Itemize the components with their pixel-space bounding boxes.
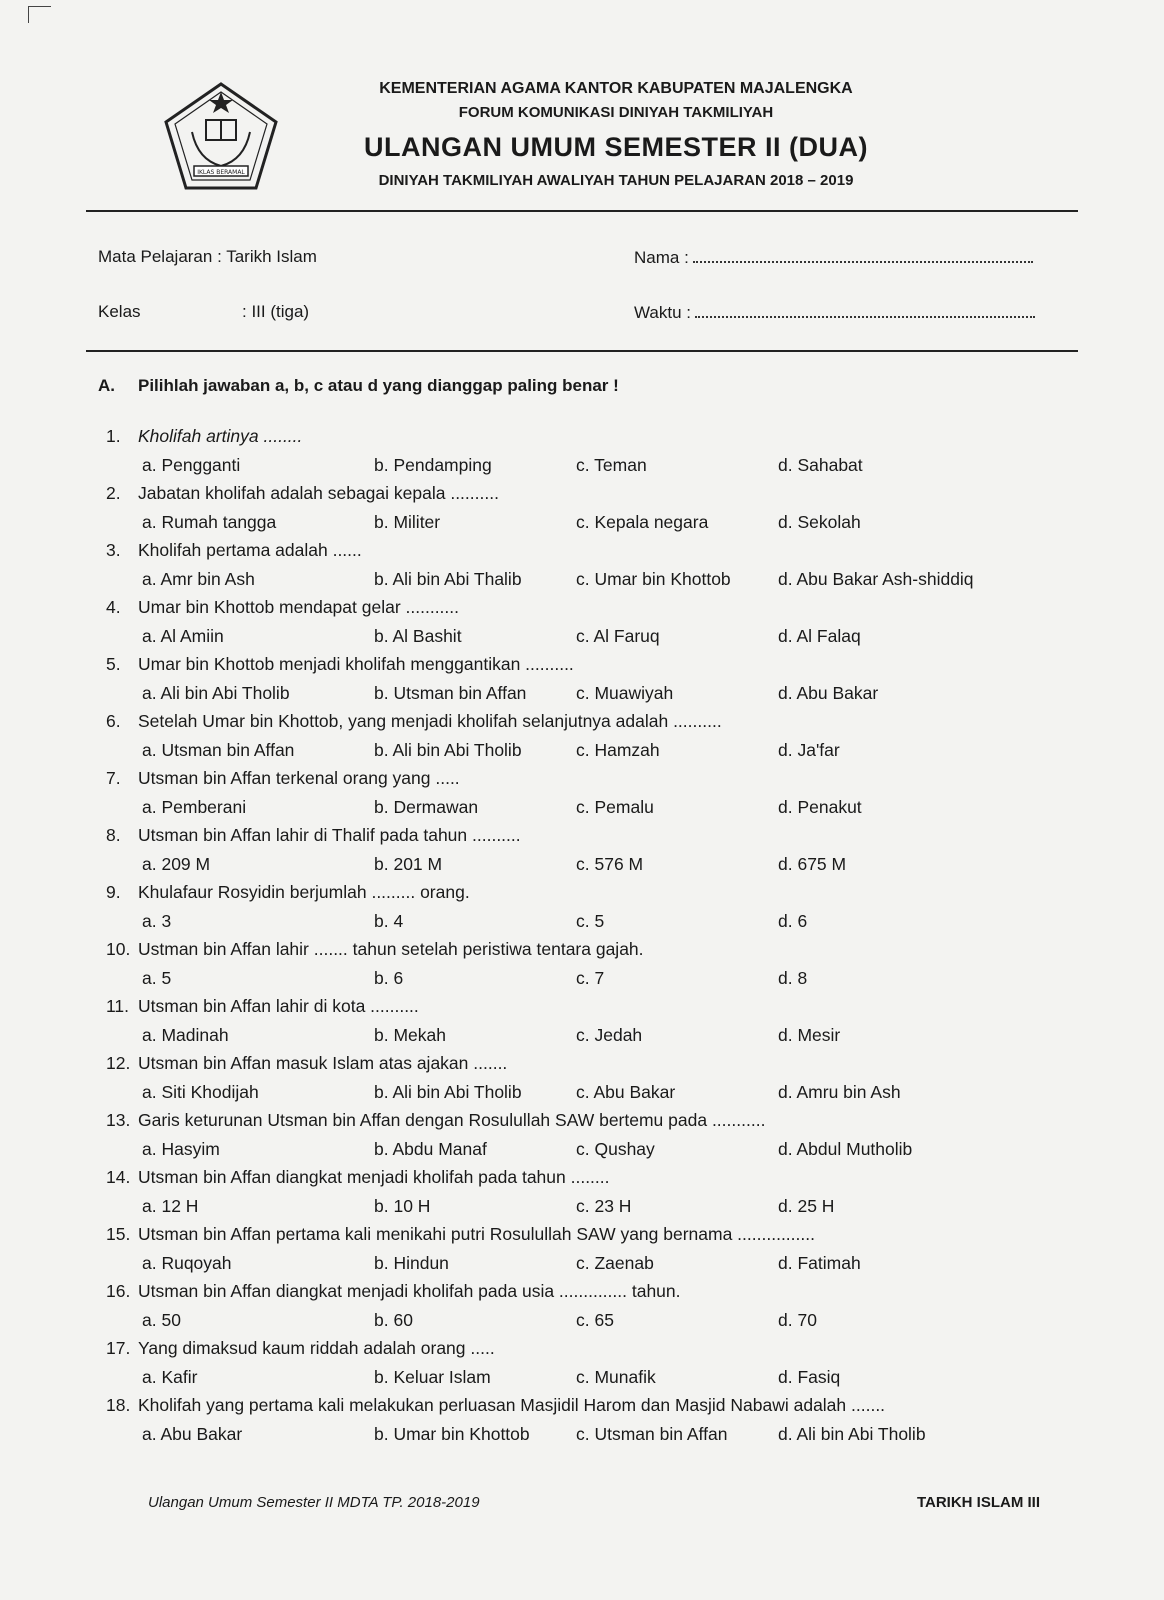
answer-option-c[interactable]: c. Munafik — [576, 1367, 656, 1387]
answer-option-b[interactable]: b. 6 — [374, 968, 404, 988]
answer-option-b[interactable]: b. Umar bin Khottob — [374, 1424, 530, 1444]
exam-title: ULANGAN UMUM SEMESTER II (DUA) — [364, 132, 868, 162]
answer-option-d[interactable]: d. 675 M — [778, 854, 847, 874]
question-text — [106, 1167, 610, 1188]
answer-option-c[interactable]: c. Utsman bin Affan — [576, 1424, 728, 1444]
answer-option-a[interactable]: a. 5 — [142, 968, 172, 988]
answer-option-d[interactable]: d. Al Falaq — [778, 626, 861, 646]
question-text — [106, 939, 644, 960]
answer-option-d[interactable]: d. Fatimah — [778, 1253, 861, 1273]
corner-mark — [28, 6, 51, 23]
question-text — [106, 1053, 507, 1074]
question-text — [106, 426, 302, 447]
answer-option-c[interactable]: c. 65 — [576, 1310, 614, 1330]
question-item — [106, 1167, 1066, 1224]
answer-option-c[interactable]: c. 5 — [576, 911, 605, 931]
question-text — [106, 1281, 681, 1302]
question-item — [106, 768, 1066, 825]
subject-label: Mata Pelajaran : Tarikh Islam — [98, 247, 317, 266]
header-divider — [86, 210, 1078, 212]
question-item — [106, 1338, 1066, 1395]
question-prompt: Khulafaur Rosyidin berjumlah ......... orang. — [138, 882, 470, 902]
answer-option-c[interactable]: c. Teman — [576, 455, 647, 475]
answer-option-d[interactable]: d. 8 — [778, 968, 808, 988]
question-item — [106, 1281, 1066, 1338]
answer-option-c[interactable]: c. Muawiyah — [576, 683, 674, 703]
answer-option-b[interactable]: b. 4 — [374, 911, 404, 931]
answer-option-b[interactable]: b. Ali bin Abi Tholib — [374, 1082, 522, 1102]
answer-option-d[interactable]: d. Penakut — [778, 797, 862, 817]
answer-option-b[interactable]: b. Pendamping — [374, 455, 492, 475]
question-prompt: Setelah Umar bin Khottob, yang menjadi kholifah selanjutnya adalah .......... — [138, 711, 722, 731]
question-item — [106, 597, 1066, 654]
answer-option-b[interactable]: b. Mekah — [374, 1025, 446, 1045]
question-prompt: Yang dimaksud kaum riddah adalah orang ..... — [138, 1338, 495, 1358]
question-item — [106, 1224, 1066, 1281]
answer-option-a[interactable]: a. Utsman bin Affan — [142, 740, 295, 760]
question-number: 1. — [106, 426, 121, 446]
question-text — [106, 996, 419, 1017]
question-item — [106, 1395, 1066, 1452]
question-prompt: Umar bin Khottob menjadi kholifah menggantikan .......... — [138, 654, 574, 674]
question-item — [106, 882, 1066, 939]
answer-option-a[interactable]: a. 50 — [142, 1310, 181, 1330]
question-number: 7. — [106, 768, 121, 788]
question-item — [106, 939, 1066, 996]
question-prompt: Utsman bin Affan terkenal orang yang ..... — [138, 768, 460, 788]
answer-option-d[interactable]: d. Fasiq — [778, 1367, 841, 1387]
question-prompt: Garis keturunan Utsman bin Affan dengan Rosulullah SAW bertemu pada ........... — [138, 1110, 766, 1130]
answer-option-a[interactable]: a. Ali bin Abi Tholib — [142, 683, 290, 703]
question-text — [106, 597, 459, 618]
question-number: 12. — [106, 1053, 131, 1073]
answer-option-a[interactable]: a. Pengganti — [142, 455, 241, 475]
forum-heading: FORUM KOMUNIKASI DINIYAH TAKMILIYAH — [458, 104, 774, 121]
question-number: 2. — [106, 483, 121, 503]
question-number: 13. — [106, 1110, 131, 1130]
answer-option-d[interactable]: d. 25 H — [778, 1196, 835, 1216]
question-text — [106, 768, 460, 789]
answer-option-a[interactable]: a. Madinah — [142, 1025, 229, 1045]
answer-option-d[interactable]: d. Ali bin Abi Tholib — [778, 1424, 926, 1444]
question-number: 8. — [106, 825, 121, 845]
question-item — [106, 426, 1066, 483]
footer-left: Ulangan Umum Semester II MDTA TP. 2018-2019 — [148, 1494, 480, 1511]
question-text — [106, 483, 499, 504]
answer-option-b[interactable]: b. Abdu Manaf — [374, 1139, 487, 1159]
answer-option-a[interactable]: a. Ruqoyah — [142, 1253, 232, 1273]
question-number: 11. — [106, 996, 130, 1016]
question-item — [106, 996, 1066, 1053]
answer-option-b[interactable]: b. Hindun — [374, 1253, 449, 1273]
time-label: Waktu : — [634, 303, 691, 322]
question-text — [106, 711, 722, 732]
question-item — [106, 825, 1066, 882]
answer-option-b[interactable]: b. Dermawan — [374, 797, 479, 817]
answer-option-d[interactable]: d. 70 — [778, 1310, 817, 1330]
answer-option-d[interactable]: d. Sekolah — [778, 512, 861, 532]
answer-option-a[interactable]: a. Al Amiin — [142, 626, 224, 646]
question-number: 6. — [106, 711, 121, 731]
answer-option-a[interactable]: a. Kafir — [142, 1367, 198, 1387]
name-field-row — [634, 247, 1033, 268]
answer-option-a[interactable]: a. Rumah tangga — [142, 512, 277, 532]
question-prompt: Utsman bin Affan pertama kali menikahi putri Rosulullah SAW yang bernama ................ — [138, 1224, 815, 1244]
question-item — [106, 483, 1066, 540]
answer-option-b[interactable]: b. 201 M — [374, 854, 443, 874]
answer-option-c[interactable]: c. Abu Bakar — [576, 1082, 676, 1102]
question-prompt: Utsman bin Affan diangkat menjadi kholifah pada tahun ........ — [138, 1167, 610, 1187]
answer-option-c[interactable]: c. Hamzah — [576, 740, 660, 760]
answer-option-d[interactable]: d. Abdul Mutholib — [778, 1139, 913, 1159]
answer-option-c[interactable]: c. Umar bin Khottob — [576, 569, 731, 589]
answer-option-c[interactable]: c. Pemalu — [576, 797, 654, 817]
answer-option-a[interactable]: a. Amr bin Ash — [142, 569, 255, 589]
answer-option-b[interactable]: b. Al Bashit — [374, 626, 462, 646]
question-item — [106, 1053, 1066, 1110]
answer-option-d[interactable]: d. 6 — [778, 911, 808, 931]
question-text — [106, 1395, 885, 1416]
question-list — [106, 426, 1066, 1452]
question-prompt: Kholifah artinya ........ — [138, 426, 303, 446]
question-number: 14. — [106, 1167, 131, 1187]
question-text — [106, 654, 574, 675]
answer-option-b[interactable]: b. 10 H — [374, 1196, 431, 1216]
footer-right: TARIKH ISLAM III — [916, 1494, 1040, 1511]
question-number: 15. — [106, 1224, 131, 1244]
question-number: 17. — [106, 1338, 131, 1358]
answer-option-a[interactable]: a. 209 M — [142, 854, 211, 874]
answer-option-c[interactable]: c. Jedah — [576, 1025, 643, 1045]
answer-option-d[interactable]: d. Abu Bakar Ash-shiddiq — [778, 569, 974, 589]
answer-option-b[interactable]: b. Ali bin Abi Tholib — [374, 740, 522, 760]
answer-option-b[interactable]: b. Militer — [374, 512, 441, 532]
answer-option-d[interactable]: d. Amru bin Ash — [778, 1082, 901, 1102]
name-field[interactable] — [693, 247, 1033, 263]
answer-option-a[interactable]: a. 3 — [142, 911, 172, 931]
exam-subtitle: DINIYAH TAKMILIYAH AWALIYAH TAHUN PELAJARAN 2018 – 2019 — [378, 172, 854, 189]
answer-option-a[interactable]: a. Pemberani — [142, 797, 247, 817]
logo-text: IKLAS BERAMAL — [197, 169, 245, 176]
question-item — [106, 1110, 1066, 1167]
time-field-row — [634, 302, 1035, 323]
answer-option-c[interactable]: c. 23 H — [576, 1196, 632, 1216]
question-item — [106, 654, 1066, 711]
question-prompt: Umar bin Khottob mendapat gelar ........... — [138, 597, 459, 617]
question-text — [106, 540, 362, 561]
section-a-instruction — [98, 376, 619, 396]
answer-option-c[interactable]: c. Qushay — [576, 1139, 655, 1159]
question-prompt: Kholifah pertama adalah ...... — [138, 540, 362, 560]
question-number: 16. — [106, 1281, 131, 1301]
answer-option-b[interactable]: b. Keluar Islam — [374, 1367, 491, 1387]
answer-option-c[interactable]: c. Zaenab — [576, 1253, 654, 1273]
answer-option-a[interactable]: a. Abu Bakar — [142, 1424, 243, 1444]
answer-option-d[interactable]: d. Sahabat — [778, 455, 863, 475]
question-text — [106, 882, 470, 903]
answer-option-b[interactable]: b. Utsman bin Affan — [374, 683, 527, 703]
question-number: 5. — [106, 654, 121, 674]
instruction-text: Pilihlah jawaban a, b, c atau d yang dianggap paling benar ! — [138, 376, 619, 395]
answer-option-b[interactable]: b. 60 — [374, 1310, 413, 1330]
answer-option-d[interactable]: d. Abu Bakar — [778, 683, 879, 703]
info-divider — [86, 350, 1078, 352]
question-text — [106, 1338, 495, 1359]
question-prompt: Utsman bin Affan lahir di kota .......... — [138, 996, 419, 1016]
answer-option-d[interactable]: d. Ja'far — [778, 740, 840, 760]
question-item — [106, 540, 1066, 597]
question-number: 10. — [106, 939, 131, 959]
question-number: 4. — [106, 597, 121, 617]
question-prompt: Utsman bin Affan lahir di Thalif pada tahun .......... — [138, 825, 521, 845]
time-field[interactable] — [695, 302, 1035, 318]
question-text — [106, 1110, 765, 1131]
answer-option-c[interactable]: c. 576 M — [576, 854, 644, 874]
answer-option-a[interactable]: a. Hasyim — [142, 1139, 220, 1159]
question-text — [106, 1224, 815, 1245]
question-text — [106, 825, 521, 846]
question-prompt: Utsman bin Affan masuk Islam atas ajakan ....... — [138, 1053, 508, 1073]
kemenag-logo — [162, 80, 280, 192]
answer-option-a[interactable]: a. 12 H — [142, 1196, 199, 1216]
question-prompt: Ustman bin Affan lahir ....... tahun setelah peristiwa tentara gajah. — [138, 939, 644, 959]
ministry-heading: KEMENTERIAN AGAMA KANTOR KABUPATEN MAJALENGKA — [379, 80, 853, 97]
answer-option-c[interactable]: c. 7 — [576, 968, 605, 988]
answer-option-b[interactable]: b. Ali bin Abi Thalib — [374, 569, 522, 589]
class-label: Kelas — [98, 302, 141, 321]
class-value: : III (tiga) — [242, 302, 310, 321]
question-number: 18. — [106, 1395, 131, 1415]
answer-option-c[interactable]: c. Al Faruq — [576, 626, 660, 646]
answer-option-d[interactable]: d. Mesir — [778, 1025, 841, 1045]
question-prompt: Kholifah yang pertama kali melakukan perluasan Masjidil Harom dan Masjid Nabawi adalah ....... — [138, 1395, 886, 1415]
question-number: 9. — [106, 882, 121, 902]
answer-option-a[interactable]: a. Siti Khodijah — [142, 1082, 259, 1102]
question-item — [106, 711, 1066, 768]
question-prompt: Utsman bin Affan diangkat menjadi kholifah pada usia .............. tahun. — [138, 1281, 681, 1301]
answer-option-c[interactable]: c. Kepala negara — [576, 512, 709, 532]
section-letter: A. — [98, 376, 115, 395]
name-label: Nama : — [634, 248, 689, 267]
question-number: 3. — [106, 540, 121, 560]
question-prompt: Jabatan kholifah adalah sebagai kepala .......... — [138, 483, 499, 503]
